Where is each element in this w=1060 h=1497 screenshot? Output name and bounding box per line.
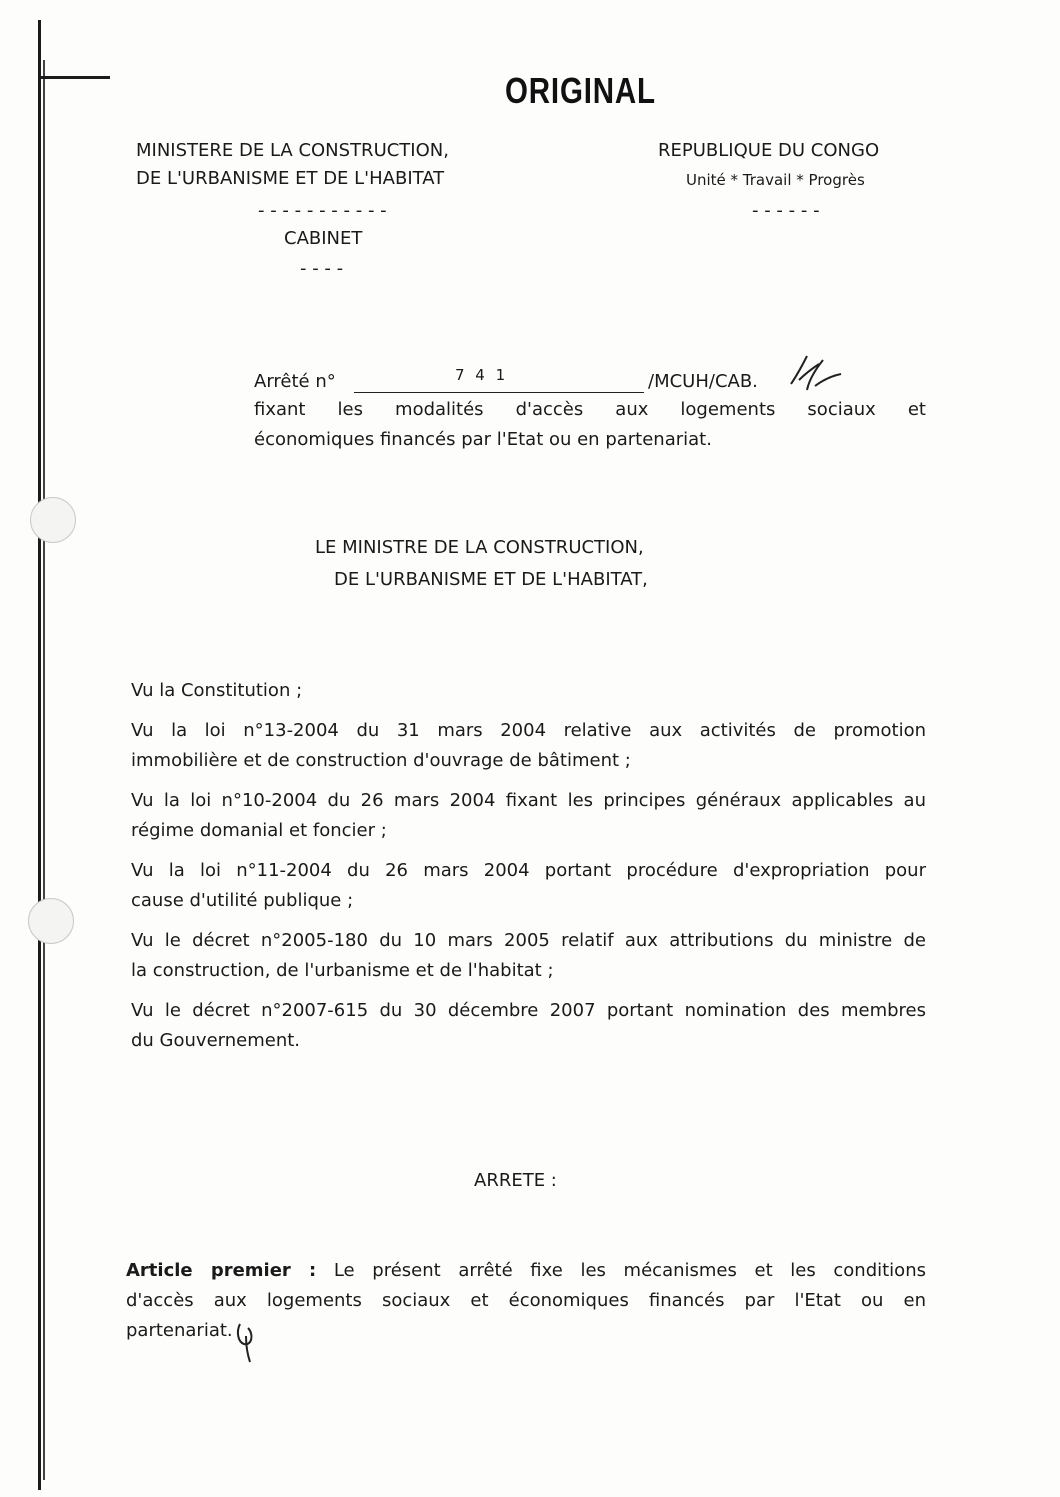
- visa-constitution: [131, 676, 926, 706]
- visa-line: Vu la loi n°10-2004 du 26 mars 2004 fixant les principes généraux applicables au: [131, 790, 926, 811]
- visa-line: Vu la loi n°11-2004 du 26 mars 2004 portant procédure d'expropriation pour: [131, 860, 926, 881]
- article-premier-line2: d'accès aux logements sociaux et économiques financés par l'Etat ou en: [126, 1290, 926, 1311]
- arrete-number-suffix: /MCUH/CAB.: [648, 371, 758, 392]
- visa-line: Vu le décret n°2007-615 du 30 décembre 2007 portant nomination des membres: [131, 1000, 926, 1021]
- article-label: Article premier :: [126, 1260, 317, 1281]
- visa-line: du Gouvernement.: [131, 1030, 301, 1051]
- arrete-number-underline: [354, 392, 644, 393]
- arrete-number-prefix: Arrêté n°: [254, 371, 336, 392]
- arrete-subject-line1: fixant les modalités d'accès aux logements sociaux et: [254, 399, 926, 420]
- arrete-heading: ARRETE :: [474, 1170, 557, 1191]
- binding-edge-tick: [40, 76, 110, 79]
- ministry-name-line2: DE L'URBANISME ET DE L'HABITAT: [136, 168, 445, 189]
- country-motto: Unité * Travail * Progrès: [686, 171, 865, 189]
- visa-line: immobilière et de construction d'ouvrage de bâtiment ;: [131, 750, 631, 771]
- visa-decret-2007-615: [131, 996, 926, 1056]
- article-premier-line3: partenariat.: [126, 1320, 233, 1341]
- binding-edge-line: [38, 20, 41, 1490]
- minister-heading-line2: DE L'URBANISME ET DE L'HABITAT,: [334, 569, 648, 590]
- minister-heading-line1: LE MINISTRE DE LA CONSTRUCTION,: [315, 537, 644, 558]
- handwritten-paraph: [232, 1318, 262, 1368]
- original-stamp: ORIGINAL: [505, 70, 656, 111]
- cabinet-separator: - - - -: [300, 258, 344, 279]
- visa-decret-2005-180: [131, 926, 926, 986]
- cabinet-label: CABINET: [284, 228, 363, 249]
- country-name: REPUBLIQUE DU CONGO: [658, 140, 880, 161]
- visa-line: la construction, de l'urbanisme et de l'habitat ;: [131, 960, 554, 981]
- visa-line: Vu le décret n°2005-180 du 10 mars 2005 relatif aux attributions du ministre de: [131, 930, 926, 951]
- visa-line: cause d'utilité publique ;: [131, 890, 354, 911]
- visa-loi-13-2004: [131, 716, 926, 776]
- arrete-subject: [254, 395, 926, 455]
- visa-line: régime domanial et foncier ;: [131, 820, 387, 841]
- binding-edge-line-2: [43, 60, 45, 1480]
- article-text-line1: Le présent arrêté fixe les mécanismes et les conditions: [333, 1260, 926, 1281]
- article-premier-line1: [126, 1256, 926, 1286]
- visa-loi-10-2004: [131, 786, 926, 846]
- arrete-subject-line2: économiques financés par l'Etat ou en partenariat.: [254, 429, 712, 450]
- punch-hole-bottom: [28, 898, 74, 944]
- visa-loi-11-2004: [131, 856, 926, 916]
- visa-line: Vu la Constitution ;: [131, 680, 303, 701]
- punch-hole-top: [30, 497, 76, 543]
- visa-line: Vu la loi n°13-2004 du 31 mars 2004 relative aux activités de promotion: [131, 720, 926, 741]
- arrete-number: 7 4 1: [455, 366, 509, 384]
- ministry-name-line1: MINISTERE DE LA CONSTRUCTION,: [136, 140, 449, 161]
- ministry-separator: - - - - - - - - - - -: [258, 200, 387, 221]
- country-separator: - - - - - -: [752, 200, 820, 221]
